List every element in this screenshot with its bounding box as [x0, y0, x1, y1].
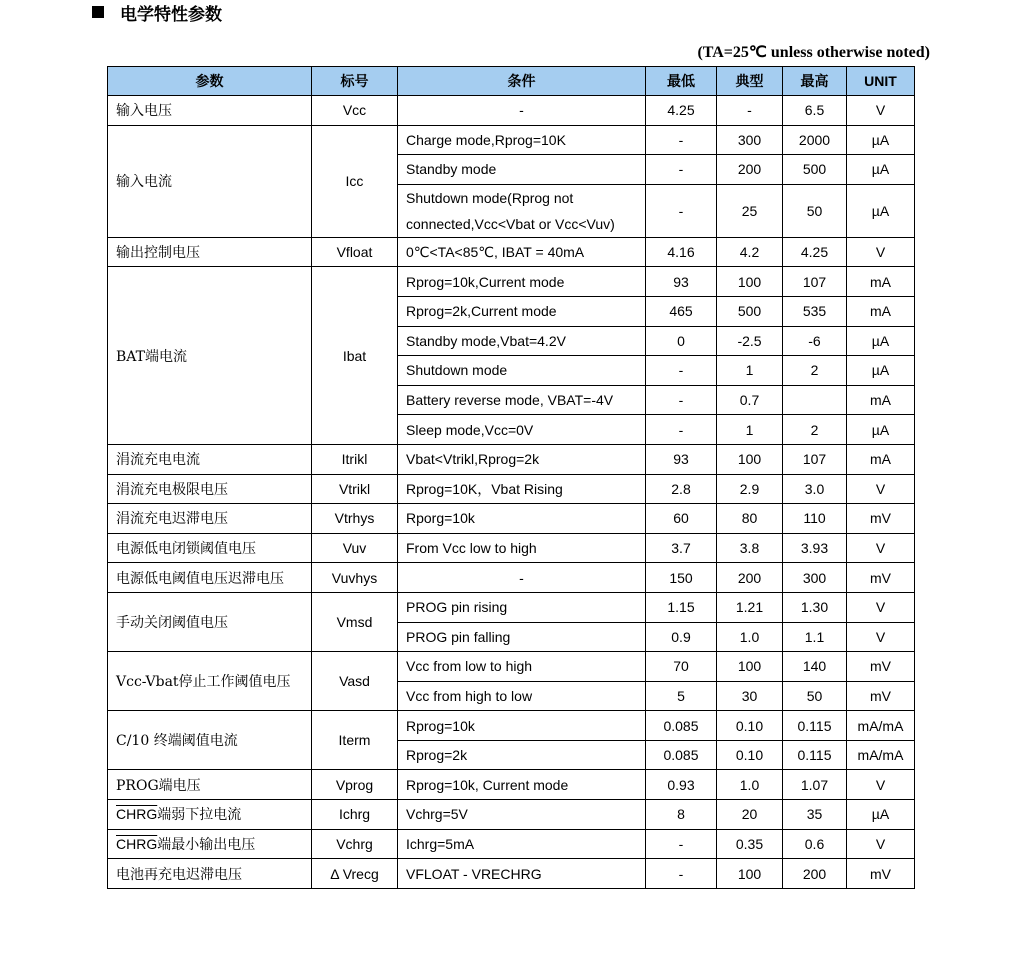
- condition: Shutdown mode: [398, 356, 646, 386]
- table-row: [108, 504, 915, 534]
- max-value: 2: [783, 356, 847, 386]
- max-value: 535: [783, 296, 847, 326]
- max-value: 6.5: [783, 96, 847, 126]
- condition: Ichrg=5mA: [398, 829, 646, 859]
- condition: Rporg=10k: [398, 504, 646, 534]
- condition: Vchrg=5V: [398, 800, 646, 830]
- min-value: 2.8: [646, 474, 717, 504]
- header-max: 最高: [783, 67, 847, 96]
- unit: mV: [847, 859, 915, 889]
- symbol: Vmsd: [312, 592, 398, 651]
- unit: V: [847, 592, 915, 622]
- symbol: Vchrg: [312, 829, 398, 859]
- symbol: Vtrhys: [312, 504, 398, 534]
- symbol: Ichrg: [312, 800, 398, 830]
- min-value: -: [646, 829, 717, 859]
- table-row: [108, 800, 915, 830]
- typ-value: 1.0: [717, 770, 783, 800]
- typ-value: 100: [717, 267, 783, 297]
- min-value: 3.7: [646, 533, 717, 563]
- condition: Rprog=2k,Current mode: [398, 296, 646, 326]
- param-name: [108, 800, 312, 830]
- min-value: 93: [646, 267, 717, 297]
- typ-value: 200: [717, 563, 783, 593]
- section-heading: [92, 0, 222, 24]
- unit: mA/mA: [847, 711, 915, 741]
- condition: Battery reverse mode, VBAT=-4V: [398, 385, 646, 415]
- table-row: [108, 237, 915, 267]
- symbol: Vprog: [312, 770, 398, 800]
- param-name-overline: CHRG: [116, 806, 158, 823]
- condition: PROG pin rising: [398, 592, 646, 622]
- typ-value: 100: [717, 652, 783, 682]
- header-typ: 典型: [717, 67, 783, 96]
- unit: µA: [847, 326, 915, 356]
- max-value: 4.25: [783, 237, 847, 267]
- typ-value: 100: [717, 859, 783, 889]
- symbol: Ibat: [312, 267, 398, 445]
- max-value: 140: [783, 652, 847, 682]
- max-value: 2: [783, 415, 847, 445]
- symbol: Vfloat: [312, 237, 398, 267]
- unit: µA: [847, 125, 915, 155]
- symbol: Vtrikl: [312, 474, 398, 504]
- min-value: 93: [646, 444, 717, 474]
- min-value: 0.085: [646, 711, 717, 741]
- symbol: Vuv: [312, 533, 398, 563]
- condition: Standby mode: [398, 155, 646, 185]
- typ-value: 500: [717, 296, 783, 326]
- max-value: 0.115: [783, 711, 847, 741]
- max-value: 110: [783, 504, 847, 534]
- condition-text: Shutdown mode(Rprog not connected,Vcc<Vbat or Vcc<Vuv): [406, 189, 615, 232]
- typ-value: 3.8: [717, 533, 783, 563]
- table-row: [108, 770, 915, 800]
- unit: mV: [847, 652, 915, 682]
- unit: V: [847, 622, 915, 652]
- max-value: 200: [783, 859, 847, 889]
- param-name: 电源低电阈值电压迟滞电压: [108, 563, 312, 593]
- header-param: 参数: [108, 67, 312, 96]
- param-name-overline: CHRG: [116, 835, 158, 852]
- max-value: 35: [783, 800, 847, 830]
- condition: 0℃<TA<85℃, IBAT = 40mA: [398, 237, 646, 267]
- param-name: [108, 829, 312, 859]
- param-name: 电源低电闭锁阈值电压: [108, 533, 312, 563]
- min-value: 4.25: [646, 96, 717, 126]
- min-value: -: [646, 356, 717, 386]
- param-name: C/10 终端阈值电流: [108, 711, 312, 770]
- typ-value: 0.10: [717, 711, 783, 741]
- symbol: Itrikl: [312, 444, 398, 474]
- max-value: 1.30: [783, 592, 847, 622]
- unit: µA: [847, 356, 915, 386]
- max-value: 500: [783, 155, 847, 185]
- max-value: 0.6: [783, 829, 847, 859]
- typ-value: 0.35: [717, 829, 783, 859]
- section-title: 电学特性参数: [120, 4, 222, 25]
- condition: -: [398, 96, 646, 126]
- condition: Rprog=10k: [398, 711, 646, 741]
- unit: mA: [847, 296, 915, 326]
- max-value: [783, 385, 847, 415]
- typ-value: 80: [717, 504, 783, 534]
- typ-value: 25: [717, 184, 783, 237]
- min-value: 465: [646, 296, 717, 326]
- typ-value: 200: [717, 155, 783, 185]
- table-row: [108, 474, 915, 504]
- min-value: -: [646, 385, 717, 415]
- typ-value: 20: [717, 800, 783, 830]
- typ-value: -2.5: [717, 326, 783, 356]
- min-value: 150: [646, 563, 717, 593]
- conditions-note: (TA=25℃ unless otherwise noted): [697, 44, 930, 61]
- param-name: PROG端电压: [108, 770, 312, 800]
- unit: V: [847, 96, 915, 126]
- min-value: 0.9: [646, 622, 717, 652]
- max-value: 107: [783, 267, 847, 297]
- square-bullet-icon: [92, 6, 104, 18]
- typ-value: 0.7: [717, 385, 783, 415]
- unit: µA: [847, 184, 915, 237]
- param-name: 手动关闭阈值电压: [108, 592, 312, 651]
- condition: Vbat<Vtrikl,Rprog=2k: [398, 444, 646, 474]
- symbol: Iterm: [312, 711, 398, 770]
- unit: mA/mA: [847, 740, 915, 770]
- max-value: 3.0: [783, 474, 847, 504]
- unit: mV: [847, 504, 915, 534]
- max-value: 1.07: [783, 770, 847, 800]
- unit: µA: [847, 415, 915, 445]
- typ-value: 1.0: [717, 622, 783, 652]
- min-value: 60: [646, 504, 717, 534]
- max-value: -6: [783, 326, 847, 356]
- param-name: 涓流充电迟滞电压: [108, 504, 312, 534]
- min-value: 0.93: [646, 770, 717, 800]
- typ-value: 100: [717, 444, 783, 474]
- condition: Charge mode,Rprog=10K: [398, 125, 646, 155]
- table-header-row: [108, 67, 915, 96]
- condition: Rprog=10K，Vbat Rising: [398, 474, 646, 504]
- max-value: 0.115: [783, 740, 847, 770]
- symbol: Δ Vrecg: [312, 859, 398, 889]
- max-value: 3.93: [783, 533, 847, 563]
- param-name: 输出控制电压: [108, 237, 312, 267]
- header-min: 最低: [646, 67, 717, 96]
- typ-value: 2.9: [717, 474, 783, 504]
- table-row: [108, 444, 915, 474]
- typ-value: 0.10: [717, 740, 783, 770]
- condition: Standby mode,Vbat=4.2V: [398, 326, 646, 356]
- min-value: 5: [646, 681, 717, 711]
- min-value: -: [646, 184, 717, 237]
- unit: mA: [847, 267, 915, 297]
- condition: [398, 184, 646, 237]
- param-name: 电池再充电迟滞电压: [108, 859, 312, 889]
- table-row: [108, 592, 915, 622]
- condition: Sleep mode,Vcc=0V: [398, 415, 646, 445]
- max-value: 50: [783, 681, 847, 711]
- typ-value: -: [717, 96, 783, 126]
- param-name-rest: 端弱下拉电流: [157, 807, 242, 824]
- condition: VFLOAT - VRECHRG: [398, 859, 646, 889]
- symbol: Vcc: [312, 96, 398, 126]
- table-body: [108, 96, 915, 889]
- table-row: [108, 711, 915, 741]
- min-value: -: [646, 859, 717, 889]
- max-value: 50: [783, 184, 847, 237]
- max-value: 2000: [783, 125, 847, 155]
- table-row: [108, 533, 915, 563]
- table-row: [108, 563, 915, 593]
- typ-value: 1: [717, 356, 783, 386]
- header-condition: 条件: [398, 67, 646, 96]
- unit: V: [847, 533, 915, 563]
- param-name: BAT端电流: [108, 267, 312, 445]
- unit: mV: [847, 563, 915, 593]
- table-row: [108, 829, 915, 859]
- unit: V: [847, 829, 915, 859]
- min-value: 0.085: [646, 740, 717, 770]
- param-name: 输入电压: [108, 96, 312, 126]
- param-name: Vcc-Vbat停止工作阈值电压: [108, 652, 312, 711]
- max-value: 107: [783, 444, 847, 474]
- header-symbol: 标号: [312, 67, 398, 96]
- table-row: [108, 652, 915, 682]
- symbol: Icc: [312, 125, 398, 237]
- unit: µA: [847, 800, 915, 830]
- condition: -: [398, 563, 646, 593]
- table-row: [108, 267, 915, 297]
- min-value: -: [646, 155, 717, 185]
- param-name: 涓流充电电流: [108, 444, 312, 474]
- param-name: 输入电流: [108, 125, 312, 237]
- typ-value: 1.21: [717, 592, 783, 622]
- param-name-rest: 端最小输出电压: [157, 836, 256, 853]
- condition: Rprog=10k,Current mode: [398, 267, 646, 297]
- condition: Vcc from high to low: [398, 681, 646, 711]
- typ-value: 4.2: [717, 237, 783, 267]
- min-value: -: [646, 415, 717, 445]
- max-value: 1.1: [783, 622, 847, 652]
- condition: Rprog=2k: [398, 740, 646, 770]
- unit: mA: [847, 385, 915, 415]
- typ-value: 30: [717, 681, 783, 711]
- min-value: -: [646, 125, 717, 155]
- table-row: [108, 125, 915, 155]
- min-value: 1.15: [646, 592, 717, 622]
- symbol: Vasd: [312, 652, 398, 711]
- unit: V: [847, 237, 915, 267]
- unit: mV: [847, 681, 915, 711]
- condition: Rprog=10k, Current mode: [398, 770, 646, 800]
- condition: Vcc from low to high: [398, 652, 646, 682]
- typ-value: 1: [717, 415, 783, 445]
- unit: µA: [847, 155, 915, 185]
- min-value: 8: [646, 800, 717, 830]
- condition: From Vcc low to high: [398, 533, 646, 563]
- unit: V: [847, 770, 915, 800]
- symbol: Vuvhys: [312, 563, 398, 593]
- unit: mA: [847, 444, 915, 474]
- condition: PROG pin falling: [398, 622, 646, 652]
- min-value: 0: [646, 326, 717, 356]
- min-value: 70: [646, 652, 717, 682]
- min-value: 4.16: [646, 237, 717, 267]
- electrical-characteristics-table: [107, 66, 915, 889]
- unit: V: [847, 474, 915, 504]
- header-unit: UNIT: [847, 67, 915, 96]
- table-row: [108, 859, 915, 889]
- typ-value: 300: [717, 125, 783, 155]
- param-name: 涓流充电极限电压: [108, 474, 312, 504]
- table-row: [108, 96, 915, 126]
- max-value: 300: [783, 563, 847, 593]
